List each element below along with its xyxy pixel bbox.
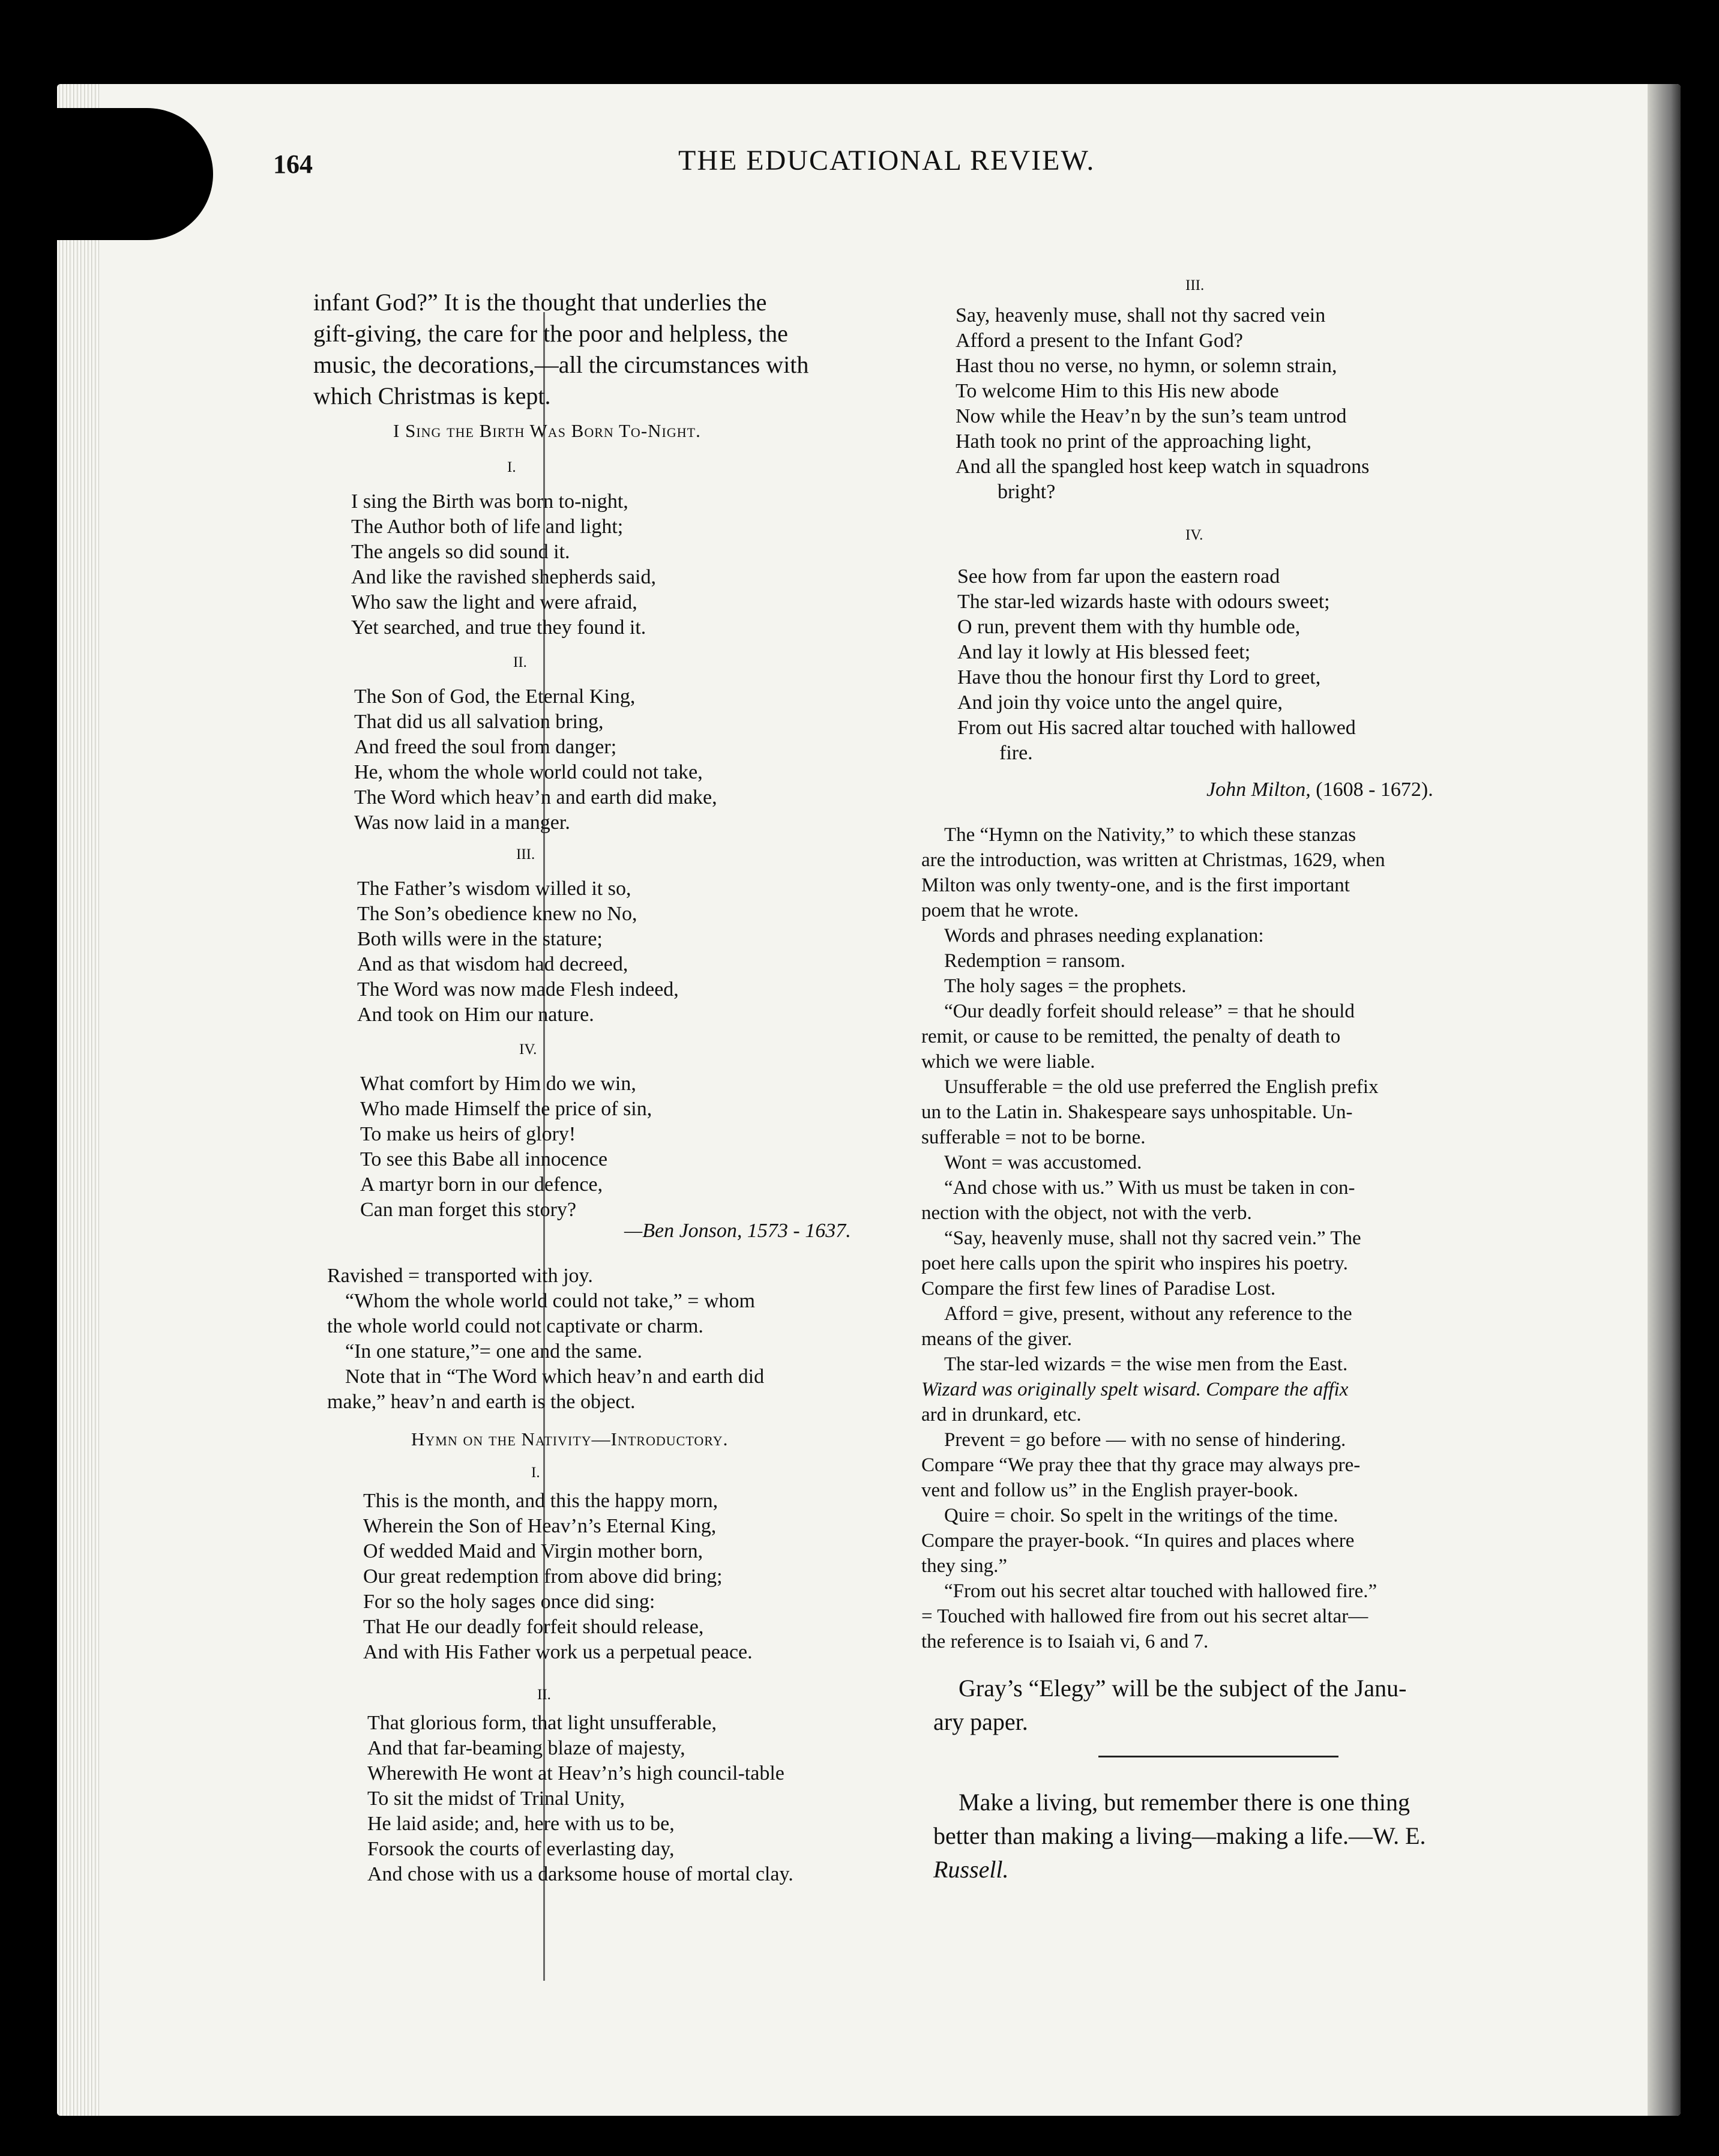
left-notes — [327, 1263, 764, 1415]
poem1-stanza-4 — [360, 1071, 652, 1223]
binder-clip-shadow — [57, 108, 213, 240]
verse-line: He laid aside; and, here with us to be, — [367, 1813, 675, 1835]
verse-line: Can man forget this story? — [360, 1199, 577, 1221]
note-line: The “Hymn on the Nativity,” to which these stanzas — [944, 824, 1356, 846]
verse-line: To welcome Him to this His new abode — [956, 380, 1279, 402]
page-edge-shadow — [1648, 84, 1681, 2116]
verse-line: And join thy voice unto the angel quire, — [957, 691, 1283, 714]
verse-line: Wherewith He wont at Heav’n’s high council-table — [367, 1762, 784, 1784]
note-line: Milton was only twenty-one, and is the first important — [921, 875, 1350, 896]
verse-line: Afford a present to the Infant God? — [956, 330, 1243, 352]
verse-line: And as that wisdom had decreed, — [357, 953, 628, 975]
note-line: nection with the object, not with the verb. — [921, 1202, 1252, 1224]
verse-line: The star-led wizards haste with odours sweet; — [957, 591, 1330, 613]
verse-line: What comfort by Him do we win, — [360, 1073, 636, 1095]
stanza-number: IV. — [519, 1041, 537, 1058]
verse-line: To sit the midst of Trinal Unity, — [367, 1787, 625, 1810]
note-line: “From out his secret altar touched with hallowed fire.” — [944, 1580, 1377, 1602]
note-line: vent and follow us” in the English prayer-book. — [921, 1480, 1299, 1501]
note-line: Quire = choir. So spelt in the writings of the time. — [944, 1505, 1338, 1526]
note-line: poem that he wrote. — [921, 900, 1079, 921]
note-line: make,” heav’n and earth is the object. — [327, 1391, 636, 1413]
verse-line: Forsook the courts of everlasting day, — [367, 1838, 675, 1860]
note-line: Note that in “The Word which heav’n and earth did — [345, 1366, 765, 1388]
verse-line: And took on Him our nature. — [357, 1004, 594, 1026]
verse-line: For so the holy sages once did sing: — [363, 1591, 655, 1613]
verse-line: The Word was now made Flesh indeed, — [357, 978, 679, 1001]
intro-line: gift-giving, the care for the poor and helpless, the — [313, 320, 788, 347]
stanza-number: II. — [537, 1687, 551, 1703]
note-line: “Say, heavenly muse, shall not thy sacred vein.” The — [944, 1227, 1361, 1249]
verse-line: And freed the soul from danger; — [354, 736, 617, 758]
attribution-dates: (1608 - 1672). — [1316, 778, 1433, 801]
note-line: “Whom the whole world could not take,” = whom — [345, 1290, 755, 1312]
verse-line: See how from far upon the eastern road — [957, 565, 1280, 588]
verse-line: And lay it lowly at His blessed feet; — [957, 641, 1251, 663]
verse-line: Say, heavenly muse, shall not thy sacred vein — [956, 304, 1326, 327]
poem1-attribution: —Ben Jonson, 1573 - 1637. — [624, 1220, 851, 1242]
stanza-number: III. — [1185, 277, 1205, 294]
note-line: Unsufferable = the old use preferred the English prefix — [944, 1076, 1379, 1098]
verse-line: Our great redemption from above did bring; — [363, 1565, 723, 1588]
page-number: 164 — [273, 149, 313, 179]
stanza-number: I. — [531, 1465, 540, 1481]
quote-line: Make a living, but remember there is one thing — [959, 1789, 1410, 1816]
note-line: The star-led wizards = the wise men from the East. — [944, 1354, 1348, 1375]
poem1-stanza-1 — [351, 489, 656, 640]
stanza-number: III. — [516, 846, 535, 863]
note-line: “In one stature,”= one and the same. — [345, 1340, 642, 1363]
verse-line: Wherein the Son of Heav’n’s Eternal King, — [363, 1515, 717, 1537]
verse-line: Now while the Heav’n by the sun’s team untrod — [956, 405, 1347, 427]
verse-line: The angels so did sound it. — [351, 541, 570, 563]
note-line: poet here calls upon the spirit who inspires his poetry. — [921, 1253, 1348, 1274]
stanza-number: I. — [507, 459, 516, 475]
poem2-title: Hymn on the Nativity—Introductory. — [411, 1429, 729, 1450]
verse-line: Have thou the honour first thy Lord to greet, — [957, 666, 1321, 688]
note-line: Prevent = go before — with no sense of hindering. — [944, 1429, 1346, 1451]
verse-line: Hath took no print of the approaching light, — [956, 430, 1311, 453]
poem1-stanza-3 — [357, 876, 679, 1028]
note-line: which we were liable. — [921, 1051, 1095, 1073]
verse-line: That glorious form, that light unsufferable, — [367, 1712, 717, 1734]
section-divider — [1098, 1756, 1338, 1757]
verse-line: The Son of God, the Eternal King, — [354, 685, 636, 708]
note-line: are the introduction, was written at Christmas, 1629, when — [921, 849, 1385, 871]
note-line: Wont = was accustomed. — [944, 1152, 1142, 1173]
note-line: The holy sages = the prophets. — [944, 975, 1187, 997]
note-line: remit, or cause to be remitted, the penalty of death to — [921, 1026, 1341, 1047]
verse-line: O run, prevent them with thy humble ode, — [957, 616, 1301, 638]
note-line: Ravished = transported with joy. — [327, 1265, 593, 1287]
verse-line: The Son’s obedience knew no No, — [357, 903, 637, 925]
note-line: “Our deadly forfeit should release” = that he should — [944, 1001, 1355, 1022]
verse-line: From out His sacred altar touched with hallowed — [957, 717, 1356, 739]
page-paper — [57, 84, 1681, 2116]
note-line: = Touched with hallowed fire from out his secret altar— — [921, 1606, 1368, 1627]
stanza-number: IV. — [1185, 527, 1203, 543]
left-intro — [313, 287, 808, 412]
note-line: ard in drunkard, etc. — [921, 1404, 1082, 1426]
poem2-stanza-4 — [957, 564, 1356, 766]
quote-line: Russell. — [933, 1856, 1009, 1883]
verse-line: And that far-beaming blaze of majesty, — [367, 1737, 685, 1759]
announcement-line: Gray’s “Elegy” will be the subject of the Janu- — [959, 1675, 1407, 1702]
verse-line: Both wills were in the stature; — [357, 928, 603, 950]
verse-line: That did us all salvation bring, — [354, 711, 604, 733]
verse-line: fire. — [999, 742, 1033, 764]
verse-line: The Father’s wisdom willed it so, — [357, 878, 631, 900]
intro-line: which Christmas is kept. — [313, 382, 551, 409]
intro-line: infant God?” It is the thought that underlies the — [313, 289, 767, 316]
verse-line: That He our deadly forfeit should release, — [363, 1616, 704, 1638]
note-line: the reference is to Isaiah vi, 6 and 7. — [921, 1631, 1209, 1652]
note-line: Afford = give, present, without any reference to the — [944, 1303, 1352, 1325]
note-line: means of the giver. — [921, 1328, 1073, 1350]
verse-line: A martyr born in our defence, — [360, 1173, 603, 1196]
verse-line: I sing the Birth was born to-night, — [351, 490, 628, 513]
verse-line: To make us heirs of glory! — [360, 1123, 576, 1145]
verse-line: The Word which heav’n and earth did make, — [354, 786, 717, 808]
poem1-stanza-2 — [354, 684, 717, 836]
verse-line: This is the month, and this the happy morn, — [363, 1490, 718, 1512]
verse-line: Was now laid in a manger. — [354, 812, 570, 834]
closing-quote — [933, 1786, 1426, 1886]
poem2-stanza-3 — [956, 303, 1369, 505]
note-line: “And chose with us.” With us must be taken in con- — [944, 1177, 1355, 1199]
note-line: Compare the prayer-book. “In quires and places where — [921, 1530, 1355, 1552]
poem1-title: I Sing the Birth Was Born To-Night. — [393, 420, 701, 441]
attribution-name: John Milton, — [1206, 778, 1311, 801]
verse-line: Yet searched, and true they found it. — [351, 616, 646, 639]
note-line: Compare “We pray thee that thy grace may always pre- — [921, 1454, 1361, 1476]
verse-line: Of wedded Maid and Virgin mother born, — [363, 1540, 703, 1562]
note-line: Redemption = ransom. — [944, 950, 1125, 972]
verse-line: And with His Father work us a perpetual peace. — [363, 1641, 753, 1663]
note-line: Compare the first few lines of Paradise Lost. — [921, 1278, 1276, 1299]
right-notes — [921, 822, 1385, 1654]
announcement — [933, 1672, 1406, 1739]
verse-line: And chose with us a darksome house of mortal clay. — [367, 1863, 793, 1885]
note-line: sufferable = not to be borne. — [921, 1127, 1146, 1148]
announcement-line: ary paper. — [933, 1708, 1028, 1735]
intro-line: music, the decorations,—all the circumstances with — [313, 351, 809, 378]
running-head: THE EDUCATIONAL REVIEW. — [678, 145, 1095, 176]
poem2-attribution — [1206, 777, 1433, 802]
verse-line: Hast thou no verse, no hymn, or solemn strain, — [956, 355, 1337, 377]
verse-line: bright? — [998, 481, 1056, 503]
note-line: un to the Latin in. Shakespeare says unhospitable. Un- — [921, 1101, 1353, 1123]
note-line: Wizard was originally spelt wisard. Compare the affix — [921, 1379, 1349, 1400]
verse-line: And like the ravished shepherds said, — [351, 566, 656, 588]
poem2-stanza-2 — [367, 1711, 793, 1887]
verse-line: To see this Babe all innocence — [360, 1148, 608, 1170]
stanza-number: II. — [513, 654, 527, 670]
note-line: Words and phrases needing explanation: — [944, 925, 1264, 947]
poem2-stanza-1 — [363, 1489, 753, 1665]
verse-line: Who saw the light and were afraid, — [351, 591, 637, 613]
verse-line: The Author both of life and light; — [351, 516, 624, 538]
verse-line: He, whom the whole world could not take, — [354, 761, 703, 783]
verse-line: And all the spangled host keep watch in squadrons — [956, 456, 1370, 478]
note-line: they sing.” — [921, 1555, 1007, 1577]
verse-line: Who made Himself the price of sin, — [360, 1098, 652, 1120]
note-line: the whole world could not captivate or charm. — [327, 1315, 703, 1337]
page-edges — [57, 84, 99, 2116]
quote-line: better than making a living—making a life.—W. E. — [933, 1822, 1426, 1849]
